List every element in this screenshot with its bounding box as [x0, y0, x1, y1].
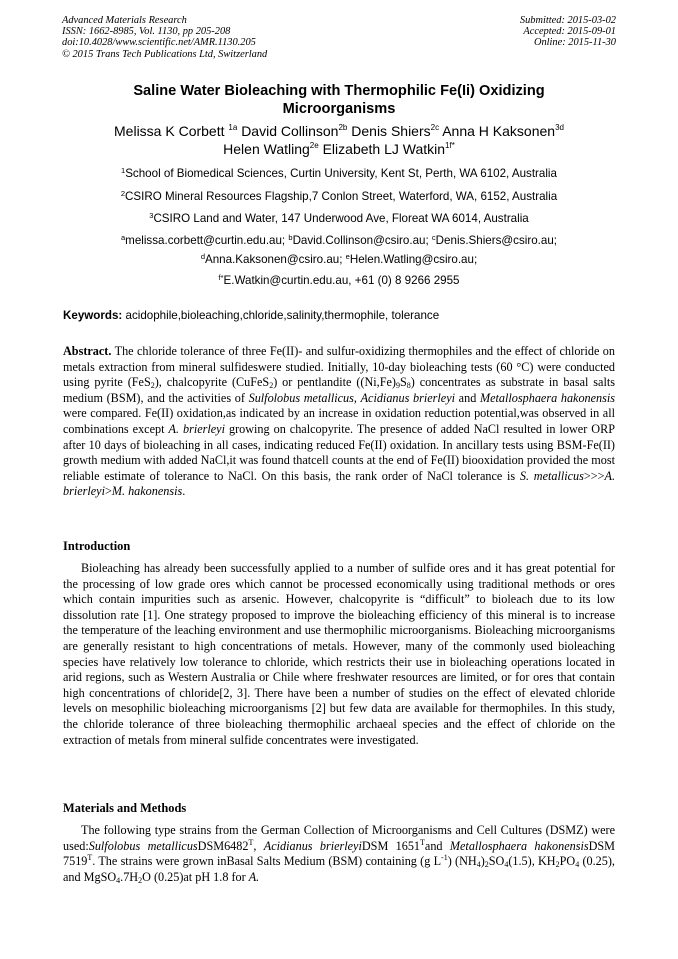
email-link[interactable]: melissa.corbett@curtin.edu.au;: [125, 234, 289, 247]
email-link[interactable]: E.Watkin@curtin.edu.au, +61 (0) 8 9266 2955: [223, 274, 460, 287]
species-name: A. brierleyi: [63, 468, 615, 499]
author-mark: 2b: [338, 123, 348, 132]
abstract: Abstract. The chloride tolerance of three Fe(II)- and sulfur-oxidizing thermophiles and the effect of chloride on metals extraction from mineral sulfideswere studied. Initially, 10-day bioleaching tests (60 °C) were conducted using pyrite (FeS$_2$), chalcopyrite (CuFeS$_2$) or pentlandite $((Ni,Fe)_9S_8)$ concentrates as substrate in basal salts medium (BSM), and the activities of Sulfolobus metallicus, Acidianus brierleyi and Metallosphaera hakonensis were compared. Fe(II) oxidation,as indicated by an increase in oxidation reduction potential,was observed in all combinations except A. brierleyi growing on chalcopyrite. The presence of added NaCl resulted in lower ORP after 10 days of bioleaching in all cases, indicating reduced Fe(II) oxidation. In ancillary tests using BSM-Fe(II) growth medium with added NaCl,it was found thatcell counts at the end of Fe(II) biooxidation provided the most reliable estimate of tolerance to NaCl. On this basis, the rank order of NaCl tolerance is S. metallicus>>>A. brierleyi>M. hakonensis.: [63, 344, 616, 499]
author-list: [60, 122, 618, 158]
keywords-label: Keywords:: [63, 309, 123, 322]
issn-line: ISSN: 1662-8985, Vol. 1130, pp 205-208: [62, 26, 231, 38]
author-name: Anna H Kaksonen: [442, 123, 556, 139]
author-mark: 1f*: [445, 141, 455, 150]
keywords: [63, 309, 615, 323]
journal-name: Advanced Materials Research: [62, 15, 187, 26]
author-name: Elizabeth LJ Watkin: [322, 141, 446, 157]
affiliation-3: $^3$CSIRO Land and Water, 147 Underwood Ave, Floreat WA 6014, Australia: [149, 211, 529, 225]
species-name: Sulfolobus metallicus: [248, 390, 354, 405]
species-name: Metallosphaera hakonensis: [479, 390, 616, 405]
species-name: A.: [248, 869, 260, 884]
affiliation-1: $^1$School of Biomedical Sciences, Curtin University, Kent St, Perth, WA 6102, Australia: [121, 166, 557, 180]
author-mark: 2e: [309, 141, 319, 150]
author-mark: 1a: [228, 123, 238, 132]
species-name: Sulfolobus metallicus: [88, 838, 198, 853]
introduction-heading: Introduction: [63, 539, 131, 553]
species-name: Acidianus brierleyi: [263, 838, 362, 853]
email-link[interactable]: David.Collinson@csiro.au;: [292, 234, 432, 247]
email-link[interactable]: Anna.Kaksonen@csiro.au;: [205, 253, 346, 266]
paper-title: [60, 82, 618, 118]
email-link[interactable]: Denis.Shiers@csiro.au;: [435, 234, 557, 247]
species-name: S. metallicus: [519, 468, 584, 483]
methods-paragraph: The following type strains from the German Collection of Microorganisms and Cell Cultures (DSMZ) were used:Sulfolobus $metallicusDSM6482^T$, Acidianus brierleyiDSM $1651^Tand$ Metallosphaera hakonensisDSM $7519^T$. The strains were grown inBasal Salts Medium (BSM) containing (g $L^{-1}$) $(NH_4)_2SO_4(1.5)$, $KH_2PO_4$ (0.25), and $MgSO_4.7H_2O$ (0.25)at pH 1.8 for A.: [63, 823, 615, 885]
journal-header: [62, 15, 267, 60]
title-line-2: Microorganisms: [282, 101, 396, 117]
author-name: David Collinson: [241, 123, 339, 139]
species-name: Metallosphaera hakonensis: [449, 838, 589, 853]
author-mark: 2c: [430, 123, 440, 132]
species-name: M. hakonensis: [111, 484, 183, 499]
author-name: Melissa K Corbett: [114, 123, 229, 139]
dates-header: [520, 15, 616, 49]
submitted-date: Submitted: 2015-03-02: [519, 15, 616, 26]
email-line-2: $^d$Anna.Kaksonen@csiro.au; $^e$Helen.Watling@csiro.au;: [200, 252, 478, 266]
abstract-label: Abstract.: [63, 344, 112, 358]
introduction-paragraph: Bioleaching has already been successfully applied to a number of sulfide ores and it has great potential for the processing of low grade ores which cannot be processed economically using traditional methods or ores which contain impurities such as arsenic. However, chalcopyrite is “difficult” to bioleach due to its low dissolution rate [1]. One strategy proposed to improve the bioleaching efficiency of this mineral is to increase the temperature of the leaching environment and use thermophilic microorganisms. Bioleaching microorganisms are generally resistant to high concentrations of metals. However, many of the commonly used bioleaching species have relatively low tolerance to chloride, which restricts their use in bioleaching operations located in arid regions, such as Western Australia or Chile where freshwater resources are limited, or for ores that contain high concentrations of chloride[2, 3]. There have been a number of studies on the effect of elevated chloride levels on mesophilic bioleaching microorganisms [2] but few data are available for thermophiles. In this study, the chloride tolerance of three bioleaching thermophilic archaeal species and the effect of chloride on the extraction of metals from mineral sulfide concentrates were investigated.: [63, 561, 615, 747]
author-name: Denis Shiers: [351, 123, 431, 139]
species-name: A. brierleyi: [168, 421, 225, 436]
accepted-date: Accepted: 2015-09-01: [523, 26, 616, 38]
email-link[interactable]: Helen.Watling@csiro.au;: [349, 253, 478, 266]
doi-line[interactable]: doi:10.4028/www.scientific.net/AMR.1130.205: [62, 37, 256, 49]
author-mark: 3d: [555, 123, 564, 132]
email-line-3: $^{f*}$E.Watkin@curtin.edu.au, +61 (0) 8 9266 2955: [218, 273, 460, 287]
copyright-line: © 2015 Trans Tech Publications Ltd, Switzerland: [62, 48, 268, 60]
species-name: Acidianus brierleyi: [360, 390, 455, 405]
author-name: Helen Watling: [223, 141, 310, 157]
affiliation-2: $^2$CSIRO Mineral Resources Flagship,7 Conlon Street, Waterford, WA, 6152, Australia: [120, 189, 558, 203]
title-line-1: Saline Water Bioleaching with Thermophilic Fe(Ii) Oxidizing: [133, 83, 545, 99]
methods-heading: Materials and Methods: [63, 801, 187, 815]
author-line-2: [60, 140, 618, 158]
author-line-1: [60, 122, 618, 140]
keywords-text: acidophile,bioleaching,chloride,salinity,thermophile, tolerance: [122, 309, 440, 322]
email-line-1: $^a$melissa.corbett@curtin.edu.au; $^b$David.Collinson@csiro.au; $^c$Denis.Shiers@csiro.au;: [121, 233, 557, 247]
online-date: Online: 2015-11-30: [533, 37, 616, 49]
